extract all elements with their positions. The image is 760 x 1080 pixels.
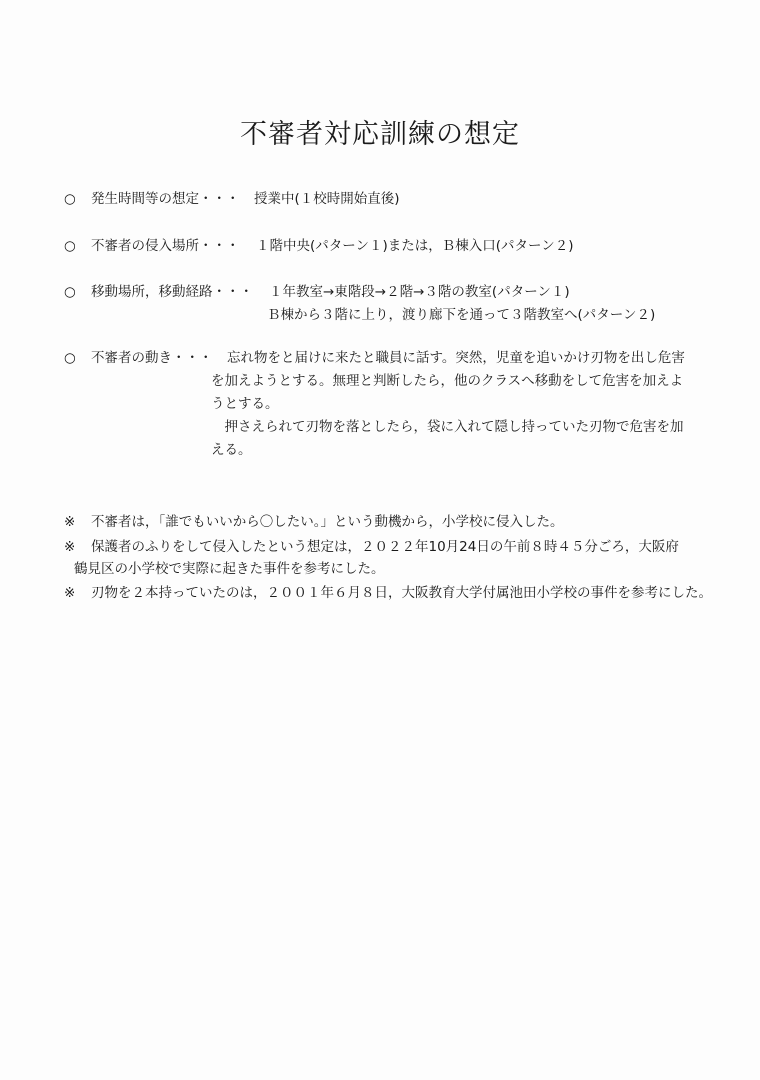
item-value-line: 忘れ物をと届けに来たと職員に話す。突然，児童を追いかけ刃物を出し危害 [227,350,685,366]
item-label: 不審者の動き・・・ [91,350,213,366]
item-value-line: Ｂ棟から３階に上り，渡り廊下を通って３階教室へ(パターン２) [267,307,656,323]
item-value-line: える。 [211,442,252,458]
circle-bullet-icon: ○ [64,191,76,207]
footnote-line: 保護者のふりをして侵入したという想定は，２０２２年10月24日の午前８時４５分ごろ，大阪府 [91,539,679,555]
item-label: 発生時間等の想定・・・ [91,191,240,207]
item-value-line: 押さえられて刃物を落としたら，袋に入れて隠し持っていた刃物で危害を加 [211,419,684,435]
item-label: 移動場所，移動経路・・・ [91,284,253,300]
item-value-line: １年教室→東階段→２階→３階の教室(パターン１) [269,284,570,300]
document-title: 不審者対応訓練の想定 [240,119,520,150]
footnote-line: 鶴見区の小学校で実際に起きた事件を参考にした。 [74,561,385,577]
footnote-line: 刃物を２本持っていたのは，２００１年６月８日，大阪教育大学付属池田小学校の事件を参考にした。 [91,585,712,601]
item-value-line: うとする。 [211,396,279,412]
circle-bullet-icon: ○ [64,238,76,254]
reference-mark-icon: ※ [64,539,76,555]
item-label: 不審者の侵入場所・・・ [91,238,240,254]
item-value-line: を加えようとする。無理と判断したら，他のクラスへ移動をして危害を加えよ [211,373,684,389]
circle-bullet-icon: ○ [64,350,76,366]
item-value-line: 授業中(１校時開始直後) [254,191,400,207]
reference-mark-icon: ※ [64,514,76,530]
reference-mark-icon: ※ [64,585,76,601]
footnote-line: 不審者は，「誰でもいいから〇したい。」という動機から，小学校に侵入した。 [91,514,564,530]
circle-bullet-icon: ○ [64,284,76,300]
item-value-line: １階中央(パターン１)または，Ｂ棟入口(パターン２) [256,238,574,254]
